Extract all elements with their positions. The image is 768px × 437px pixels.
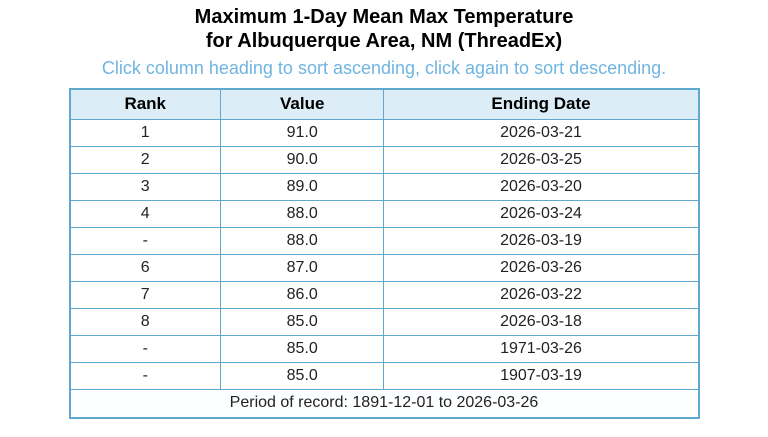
table-row [70, 200, 699, 227]
column-header-value[interactable]: Value [220, 89, 384, 119]
rank-cell: - [70, 227, 221, 254]
value-cell: 87.0 [220, 254, 384, 281]
value-cell: 89.0 [220, 173, 384, 200]
value-cell: 91.0 [220, 119, 384, 146]
footer-row [70, 389, 699, 418]
rank-cell: 4 [70, 200, 221, 227]
page-title-line2: for Albuquerque Area, NM (ThreadEx) [205, 30, 563, 52]
table-row [70, 227, 699, 254]
ending-date-cell: 2026-03-25 [384, 146, 699, 173]
ending-date-cell: 2026-03-22 [384, 281, 699, 308]
table-row [70, 308, 699, 335]
ending-date-cell: 2026-03-26 [384, 254, 699, 281]
records-table-body [70, 119, 699, 389]
records-table-head [70, 89, 699, 119]
value-cell: 88.0 [220, 200, 384, 227]
records-table-foot [70, 389, 699, 418]
table-row [70, 173, 699, 200]
records-table [69, 88, 700, 419]
table-row [70, 119, 699, 146]
table-row [70, 335, 699, 362]
value-cell: 86.0 [220, 281, 384, 308]
table-row [70, 281, 699, 308]
ending-date-cell: 2026-03-21 [384, 119, 699, 146]
ending-date-cell: 2026-03-24 [384, 200, 699, 227]
rank-cell: 6 [70, 254, 221, 281]
column-header-rank[interactable]: Rank [70, 89, 221, 119]
rank-cell: - [70, 335, 221, 362]
page-title [0, 5, 768, 53]
value-cell: 90.0 [220, 146, 384, 173]
value-cell: 85.0 [220, 308, 384, 335]
rank-cell: 2 [70, 146, 221, 173]
rank-cell: 7 [70, 281, 221, 308]
rank-cell: 8 [70, 308, 221, 335]
rank-cell: - [70, 362, 221, 389]
rank-cell: 3 [70, 173, 221, 200]
ending-date-cell: 2026-03-18 [384, 308, 699, 335]
ending-date-cell: 2026-03-20 [384, 173, 699, 200]
header-row [70, 89, 699, 119]
value-cell: 85.0 [220, 362, 384, 389]
ending-date-cell: 1971-03-26 [384, 335, 699, 362]
value-cell: 85.0 [220, 335, 384, 362]
ending-date-cell: 1907-03-19 [384, 362, 699, 389]
value-cell: 88.0 [220, 227, 384, 254]
sort-instructions: Click column heading to sort ascending, click again to sort descending. [101, 58, 667, 78]
page-title-line1: Maximum 1-Day Mean Max Temperature [194, 6, 574, 28]
table-row [70, 362, 699, 389]
period-of-record: Period of record: 1891-12-01 to 2026-03-26 [70, 389, 699, 418]
table-row [70, 146, 699, 173]
rank-cell: 1 [70, 119, 221, 146]
table-row [70, 254, 699, 281]
ending-date-cell: 2026-03-19 [384, 227, 699, 254]
column-header-ending-date[interactable]: Ending Date [384, 89, 699, 119]
climate-records-page [0, 5, 768, 437]
